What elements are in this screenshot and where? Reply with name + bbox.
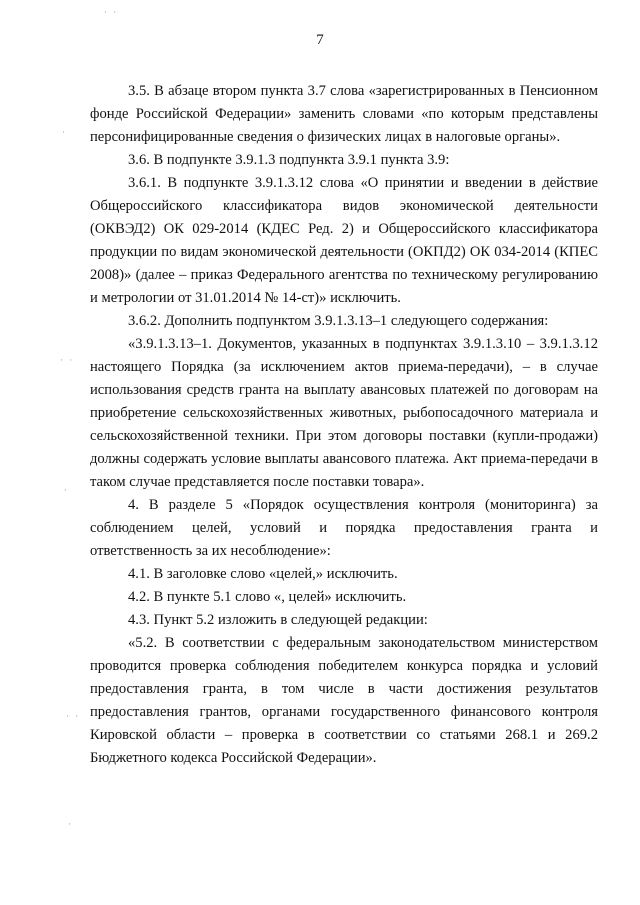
paragraph-3-6-1: 3.6.1. В подпункте 3.9.1.3.12 слова «О принятии и введении в действие Общероссийского классификатора видов экономической деятельности (ОКВЭД2) ОК 029-2014 (КДЕС Ред. 2) и Общероссийского классификатора продукции по видам экономической деятельности (ОКПД2) ОК 034-2014 (КПЕС 2008)» (далее – приказ Федерального агентства по техническому регулированию и метрологии от 31.01.2014 № 14-ст)» исключить.: [90, 175, 598, 306]
scan-speck-left-1: ·: [62, 127, 67, 137]
paragraph-3-6: 3.6. В подпункте 3.9.1.3 подпункта 3.9.1 пункта 3.9:: [128, 152, 450, 168]
page-number: 7: [316, 32, 324, 48]
paragraph-4: 4. В разделе 5 «Порядок осуществления контроля (мониторинга) за соблюдением целей, условий и порядка предоставления гранта и ответственность за их несоблюдение»:: [90, 497, 598, 559]
paragraph-4-3: 4.3. Пункт 5.2 изложить в следующей редакции:: [128, 612, 428, 628]
paragraph-3-9-1-3-13-1: «3.9.1.3.13–1. Документов, указанных в подпунктах 3.9.1.3.10 – 3.9.1.3.12 настоящего Порядка (за исключением актов приема-передачи), – в случае использования средств гранта на выплату авансовых платежей по договорам на приобретение сельскохозяйственных животных, рыбопосадочного материала и сельскохозяйственной техники. При этом договоры поставки (купли-продажи) должны содержать условие выплаты авансового платежа. Акт приема-передачи в таком случае представляется после поставки товара».: [90, 336, 598, 490]
scan-speck-left-3: ·: [64, 485, 69, 495]
paragraph-3-6-2: 3.6.2. Дополнить подпунктом 3.9.1.3.13–1 следующего содержания:: [128, 313, 549, 329]
scan-speck-top: · ·: [104, 7, 119, 17]
scan-speck-left-4: · ·: [66, 711, 81, 721]
paragraph-3-5: 3.5. В абзаце втором пункта 3.7 слова «зарегистрированных в Пенсионном фонде Российской Федерации» заменить словами «по которым представлены персонифицированные сведения о физических лицах в налоговые органы».: [90, 83, 598, 145]
paragraph-4-2: 4.2. В пункте 5.1 слово «, целей» исключить.: [128, 589, 407, 605]
scan-speck-left-5: ·: [68, 819, 73, 829]
document-body: [90, 80, 598, 770]
scan-speck-left-2: · ·: [60, 355, 75, 365]
paragraph-4-1: 4.1. В заголовке слово «целей,» исключить.: [128, 566, 398, 582]
paragraph-5-2: «5.2. В соответствии с федеральным законодательством министерством проводится проверка соблюдения победителем конкурса порядка и условий предоставления гранта, в том числе в части достижения результатов предоставления грантов, органами государственного финансового контроля Кировской области – проверка в соответствии со статьями 268.1 и 269.2 Бюджетного кодекса Российской Федерации».: [90, 635, 598, 766]
